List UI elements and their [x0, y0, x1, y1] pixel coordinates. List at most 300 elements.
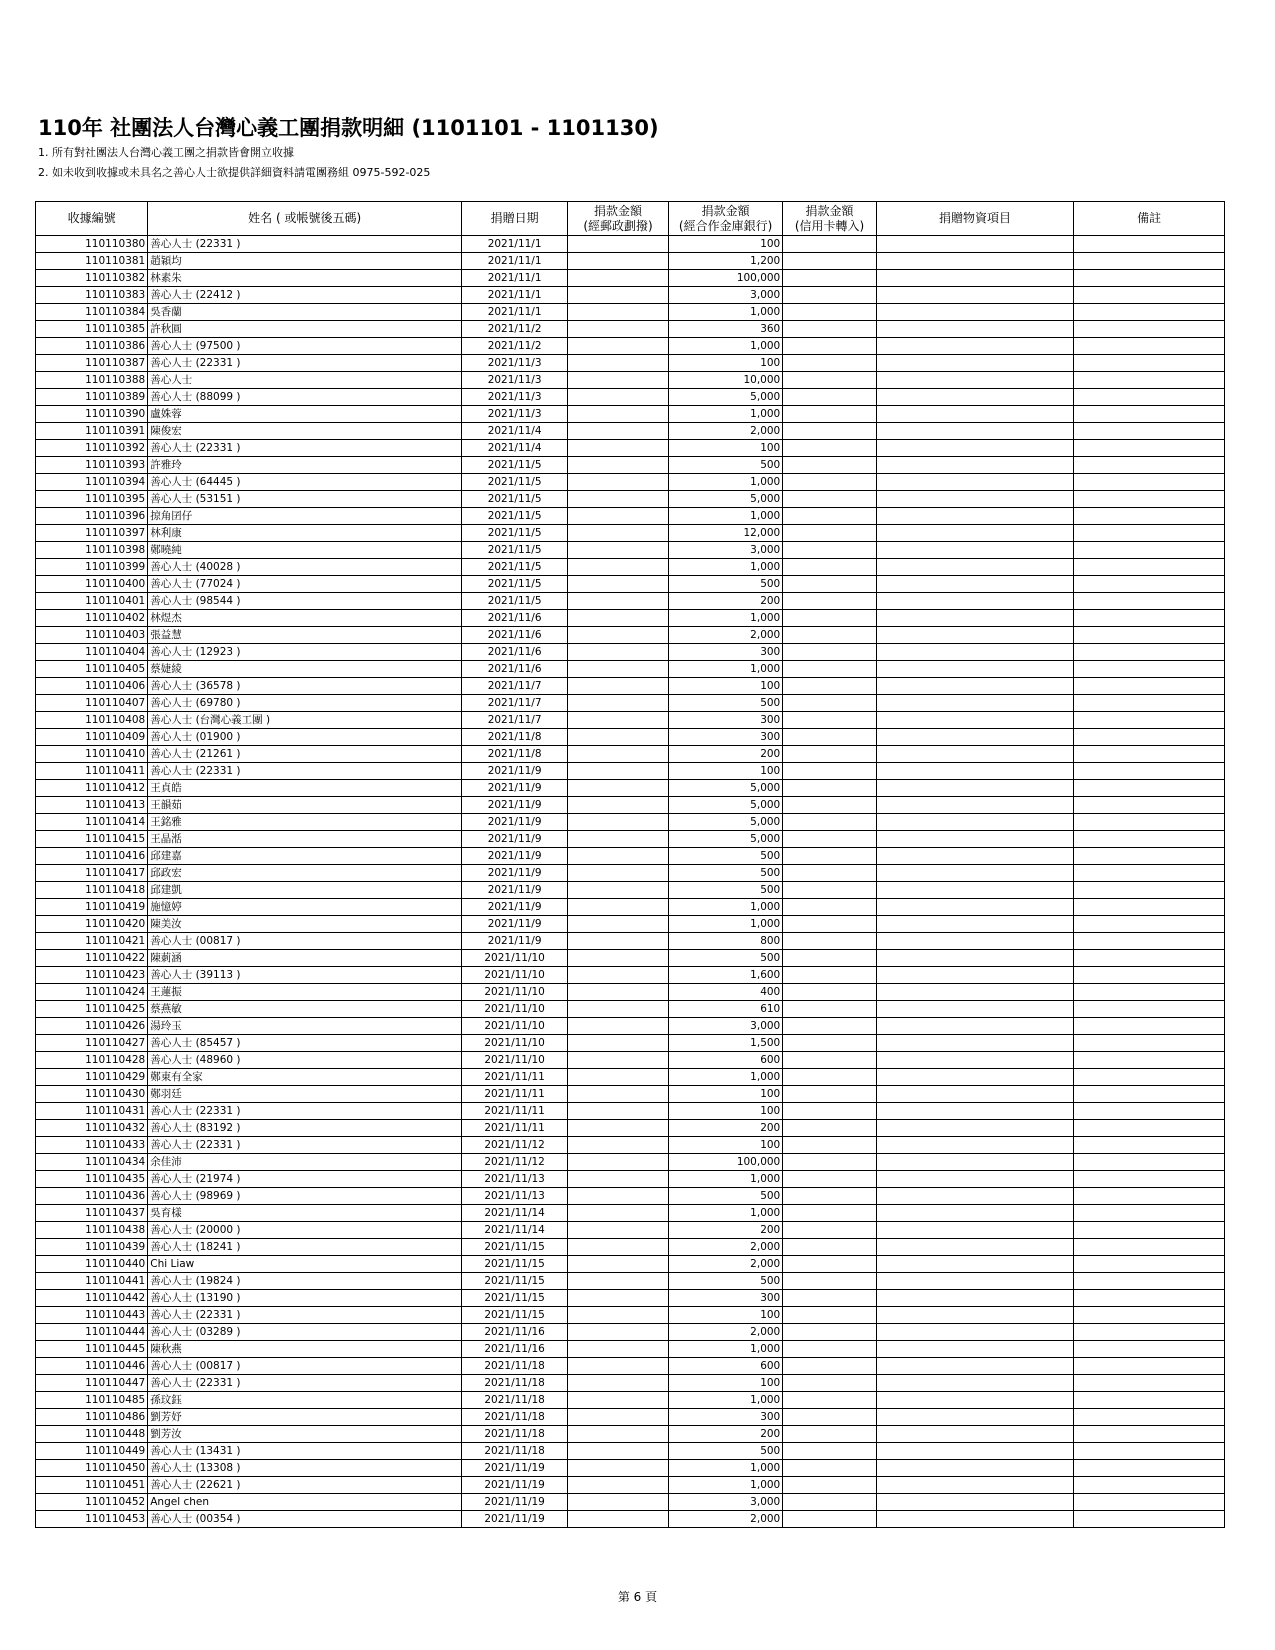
table-row	[36, 984, 1225, 1001]
remark-cell	[1074, 1273, 1225, 1290]
donor-name-cell: 鄭曉純	[148, 542, 462, 559]
amount-postal-cell	[568, 814, 669, 831]
amount-card-cell	[783, 355, 877, 372]
amount-card-cell	[783, 814, 877, 831]
table-row	[36, 1035, 1225, 1052]
header-amount-card: 捐款金額 (信用卡轉入)	[783, 202, 877, 236]
receipt-number-cell: 110110418	[36, 882, 148, 899]
donor-name-cell: 陳莿涵	[148, 950, 462, 967]
remark-cell	[1074, 1392, 1225, 1409]
amount-bank-cell: 2,000	[668, 627, 782, 644]
amount-bank-cell: 300	[668, 712, 782, 729]
goods-cell	[876, 1205, 1073, 1222]
donor-name-cell: 善心人士 (21974 )	[148, 1171, 462, 1188]
donation-date-cell: 2021/11/11	[462, 1086, 568, 1103]
donor-name-cell: 善心人士	[148, 372, 462, 389]
receipt-number-cell: 110110380	[36, 236, 148, 253]
amount-bank-cell: 1,000	[668, 474, 782, 491]
donor-name-cell: 善心人士 (13308 )	[148, 1460, 462, 1477]
table-row	[36, 1307, 1225, 1324]
donor-name-cell: 蔡燕敏	[148, 1001, 462, 1018]
goods-cell	[876, 304, 1073, 321]
donation-date-cell: 2021/11/18	[462, 1443, 568, 1460]
table-row	[36, 1001, 1225, 1018]
receipt-number-cell: 110110415	[36, 831, 148, 848]
table-row	[36, 1392, 1225, 1409]
remark-cell	[1074, 1477, 1225, 1494]
donation-date-cell: 2021/11/9	[462, 831, 568, 848]
goods-cell	[876, 967, 1073, 984]
amount-bank-cell: 300	[668, 1409, 782, 1426]
donor-name-cell: 善心人士 (98969 )	[148, 1188, 462, 1205]
remark-cell	[1074, 1494, 1225, 1511]
amount-postal-cell	[568, 355, 669, 372]
donor-name-cell: 善心人士 (22331 )	[148, 1137, 462, 1154]
remark-cell	[1074, 1069, 1225, 1086]
remark-cell	[1074, 899, 1225, 916]
table-row	[36, 1273, 1225, 1290]
donor-name-cell: 善心人士 (13431 )	[148, 1443, 462, 1460]
table-row	[36, 1460, 1225, 1477]
remark-cell	[1074, 729, 1225, 746]
table-row	[36, 1358, 1225, 1375]
amount-bank-cell: 1,000	[668, 1069, 782, 1086]
header-receipt: 收據編號	[36, 202, 148, 236]
donation-date-cell: 2021/11/2	[462, 321, 568, 338]
amount-card-cell	[783, 899, 877, 916]
donor-name-cell: 趙穎均	[148, 253, 462, 270]
amount-bank-cell: 1,000	[668, 661, 782, 678]
donation-date-cell: 2021/11/6	[462, 627, 568, 644]
amount-postal-cell	[568, 287, 669, 304]
donation-date-cell: 2021/11/11	[462, 1069, 568, 1086]
donation-date-cell: 2021/11/19	[462, 1494, 568, 1511]
receipt-number-cell: 110110453	[36, 1511, 148, 1528]
donation-date-cell: 2021/11/7	[462, 695, 568, 712]
amount-card-cell	[783, 236, 877, 253]
amount-postal-cell	[568, 491, 669, 508]
donor-name-cell: 王銘雅	[148, 814, 462, 831]
table-row	[36, 1154, 1225, 1171]
amount-postal-cell	[568, 916, 669, 933]
table-row	[36, 831, 1225, 848]
amount-card-cell	[783, 729, 877, 746]
donation-date-cell: 2021/11/16	[462, 1324, 568, 1341]
table-row	[36, 865, 1225, 882]
table-row	[36, 1375, 1225, 1392]
donation-date-cell: 2021/11/15	[462, 1256, 568, 1273]
amount-bank-cell: 500	[668, 457, 782, 474]
table-row	[36, 525, 1225, 542]
donation-date-cell: 2021/11/8	[462, 746, 568, 763]
amount-bank-cell: 300	[668, 729, 782, 746]
goods-cell	[876, 865, 1073, 882]
amount-bank-cell: 2,000	[668, 1239, 782, 1256]
table-row	[36, 797, 1225, 814]
donation-date-cell: 2021/11/15	[462, 1290, 568, 1307]
remark-cell	[1074, 661, 1225, 678]
remark-cell	[1074, 474, 1225, 491]
table-row	[36, 627, 1225, 644]
table-row	[36, 1324, 1225, 1341]
remark-cell	[1074, 1137, 1225, 1154]
remark-cell	[1074, 1103, 1225, 1120]
amount-postal-cell	[568, 848, 669, 865]
receipt-number-cell: 110110435	[36, 1171, 148, 1188]
note-receipt: 1. 所有對社團法人台灣心義工團之捐款皆會開立收據	[38, 146, 294, 159]
donation-date-cell: 2021/11/12	[462, 1154, 568, 1171]
amount-postal-cell	[568, 644, 669, 661]
donor-name-cell: Chi Liaw	[148, 1256, 462, 1273]
amount-postal-cell	[568, 882, 669, 899]
receipt-number-cell: 110110404	[36, 644, 148, 661]
receipt-number-cell: 110110450	[36, 1460, 148, 1477]
amount-card-cell	[783, 1222, 877, 1239]
amount-card-cell	[783, 1069, 877, 1086]
amount-postal-cell	[568, 1086, 669, 1103]
donation-date-cell: 2021/11/16	[462, 1341, 568, 1358]
amount-bank-cell: 5,000	[668, 814, 782, 831]
donor-name-cell: 林素朱	[148, 270, 462, 287]
amount-card-cell	[783, 576, 877, 593]
amount-card-cell	[783, 1256, 877, 1273]
goods-cell	[876, 1358, 1073, 1375]
remark-cell	[1074, 1443, 1225, 1460]
remark-cell	[1074, 610, 1225, 627]
donation-date-cell: 2021/11/9	[462, 763, 568, 780]
receipt-number-cell: 110110441	[36, 1273, 148, 1290]
table-row	[36, 1511, 1225, 1528]
amount-bank-cell: 1,000	[668, 916, 782, 933]
donor-name-cell: 許雅玲	[148, 457, 462, 474]
amount-card-cell	[783, 644, 877, 661]
table-row	[36, 1443, 1225, 1460]
goods-cell	[876, 814, 1073, 831]
receipt-number-cell: 110110396	[36, 508, 148, 525]
remark-cell	[1074, 423, 1225, 440]
donation-date-cell: 2021/11/7	[462, 712, 568, 729]
goods-cell	[876, 576, 1073, 593]
donation-date-cell: 2021/11/9	[462, 865, 568, 882]
donation-table	[35, 201, 1225, 1528]
receipt-number-cell: 110110452	[36, 1494, 148, 1511]
goods-cell	[876, 1069, 1073, 1086]
goods-cell	[876, 1018, 1073, 1035]
amount-bank-cell: 3,000	[668, 1494, 782, 1511]
amount-card-cell	[783, 1494, 877, 1511]
amount-postal-cell	[568, 1324, 669, 1341]
table-row	[36, 882, 1225, 899]
receipt-number-cell: 110110384	[36, 304, 148, 321]
remark-cell	[1074, 763, 1225, 780]
donor-name-cell: 善心人士 (22621 )	[148, 1477, 462, 1494]
goods-cell	[876, 729, 1073, 746]
remark-cell	[1074, 593, 1225, 610]
donation-date-cell: 2021/11/18	[462, 1358, 568, 1375]
amount-postal-cell	[568, 1188, 669, 1205]
amount-postal-cell	[568, 236, 669, 253]
donor-name-cell: 善心人士 (85457 )	[148, 1035, 462, 1052]
header-name: 姓名 ( 或帳號後五碼)	[148, 202, 462, 236]
amount-postal-cell	[568, 1511, 669, 1528]
amount-bank-cell: 400	[668, 984, 782, 1001]
receipt-number-cell: 110110398	[36, 542, 148, 559]
donation-date-cell: 2021/11/7	[462, 678, 568, 695]
amount-card-cell	[783, 559, 877, 576]
amount-postal-cell	[568, 1018, 669, 1035]
amount-bank-cell: 1,600	[668, 967, 782, 984]
amount-postal-cell	[568, 780, 669, 797]
donation-date-cell: 2021/11/10	[462, 984, 568, 1001]
amount-bank-cell: 100	[668, 763, 782, 780]
goods-cell	[876, 627, 1073, 644]
table-row	[36, 661, 1225, 678]
amount-card-cell	[783, 610, 877, 627]
goods-cell	[876, 916, 1073, 933]
receipt-number-cell: 110110403	[36, 627, 148, 644]
donor-name-cell: 邱政宏	[148, 865, 462, 882]
donor-name-cell: 善心人士 (03289 )	[148, 1324, 462, 1341]
goods-cell	[876, 1341, 1073, 1358]
amount-postal-cell	[568, 1392, 669, 1409]
goods-cell	[876, 1052, 1073, 1069]
amount-card-cell	[783, 1086, 877, 1103]
goods-cell	[876, 882, 1073, 899]
receipt-number-cell: 110110438	[36, 1222, 148, 1239]
receipt-number-cell: 110110445	[36, 1341, 148, 1358]
table-row	[36, 1205, 1225, 1222]
goods-cell	[876, 644, 1073, 661]
amount-postal-cell	[568, 1477, 669, 1494]
amount-card-cell	[783, 1324, 877, 1341]
donation-date-cell: 2021/11/9	[462, 899, 568, 916]
receipt-number-cell: 110110399	[36, 559, 148, 576]
amount-postal-cell	[568, 950, 669, 967]
donor-name-cell: 善心人士 (20000 )	[148, 1222, 462, 1239]
donor-name-cell: 劉芳汝	[148, 1426, 462, 1443]
amount-bank-cell: 600	[668, 1052, 782, 1069]
amount-bank-cell: 1,000	[668, 1205, 782, 1222]
table-row	[36, 576, 1225, 593]
receipt-number-cell: 110110410	[36, 746, 148, 763]
donation-date-cell: 2021/11/5	[462, 559, 568, 576]
goods-cell	[876, 610, 1073, 627]
receipt-number-cell: 110110397	[36, 525, 148, 542]
donor-name-cell: 邱建凱	[148, 882, 462, 899]
receipt-number-cell: 110110388	[36, 372, 148, 389]
receipt-number-cell: 110110449	[36, 1443, 148, 1460]
amount-bank-cell: 100	[668, 236, 782, 253]
amount-postal-cell	[568, 1120, 669, 1137]
donor-name-cell: Angel chen	[148, 1494, 462, 1511]
donor-name-cell: 善心人士 (22331 )	[148, 763, 462, 780]
amount-card-cell	[783, 882, 877, 899]
remark-cell	[1074, 933, 1225, 950]
amount-bank-cell: 1,000	[668, 1460, 782, 1477]
remark-cell	[1074, 440, 1225, 457]
table-row	[36, 389, 1225, 406]
remark-cell	[1074, 321, 1225, 338]
receipt-number-cell: 110110406	[36, 678, 148, 695]
amount-bank-cell: 1,500	[668, 1035, 782, 1052]
remark-cell	[1074, 916, 1225, 933]
amount-card-cell	[783, 1137, 877, 1154]
table-row	[36, 1222, 1225, 1239]
table-row	[36, 644, 1225, 661]
table-row	[36, 423, 1225, 440]
donor-name-cell: 王貞皓	[148, 780, 462, 797]
receipt-number-cell: 110110425	[36, 1001, 148, 1018]
donation-date-cell: 2021/11/9	[462, 814, 568, 831]
receipt-number-cell: 110110381	[36, 253, 148, 270]
receipt-number-cell: 110110389	[36, 389, 148, 406]
receipt-number-cell: 110110417	[36, 865, 148, 882]
table-row	[36, 610, 1225, 627]
goods-cell	[876, 1460, 1073, 1477]
donor-name-cell: 湯玲玉	[148, 1018, 462, 1035]
donation-date-cell: 2021/11/11	[462, 1103, 568, 1120]
remark-cell	[1074, 712, 1225, 729]
amount-card-cell	[783, 1001, 877, 1018]
amount-bank-cell: 200	[668, 1426, 782, 1443]
remark-cell	[1074, 1018, 1225, 1035]
donation-date-cell: 2021/11/14	[462, 1222, 568, 1239]
goods-cell	[876, 1273, 1073, 1290]
donation-date-cell: 2021/11/10	[462, 1035, 568, 1052]
remark-cell	[1074, 1222, 1225, 1239]
donation-date-cell: 2021/11/15	[462, 1307, 568, 1324]
receipt-number-cell: 110110444	[36, 1324, 148, 1341]
amount-postal-cell	[568, 933, 669, 950]
goods-cell	[876, 1222, 1073, 1239]
amount-postal-cell	[568, 1460, 669, 1477]
donation-date-cell: 2021/11/19	[462, 1511, 568, 1528]
donation-date-cell: 2021/11/10	[462, 967, 568, 984]
remark-cell	[1074, 865, 1225, 882]
goods-cell	[876, 1443, 1073, 1460]
amount-postal-cell	[568, 661, 669, 678]
goods-cell	[876, 1324, 1073, 1341]
amount-card-cell	[783, 1290, 877, 1307]
remark-cell	[1074, 1324, 1225, 1341]
donation-date-cell: 2021/11/1	[462, 253, 568, 270]
amount-card-cell	[783, 593, 877, 610]
amount-card-cell	[783, 389, 877, 406]
donor-name-cell: 施憶婷	[148, 899, 462, 916]
remark-cell	[1074, 372, 1225, 389]
donation-date-cell: 2021/11/13	[462, 1188, 568, 1205]
table-row	[36, 746, 1225, 763]
amount-bank-cell: 300	[668, 1290, 782, 1307]
amount-card-cell	[783, 1409, 877, 1426]
receipt-number-cell: 110110383	[36, 287, 148, 304]
donation-date-cell: 2021/11/1	[462, 304, 568, 321]
amount-card-cell	[783, 984, 877, 1001]
amount-card-cell	[783, 967, 877, 984]
goods-cell	[876, 1154, 1073, 1171]
table-row	[36, 287, 1225, 304]
header-amount-bank: 捐款金額 (經合作金庫銀行)	[668, 202, 782, 236]
amount-bank-cell: 500	[668, 1188, 782, 1205]
goods-cell	[876, 525, 1073, 542]
goods-cell	[876, 712, 1073, 729]
receipt-number-cell: 110110421	[36, 933, 148, 950]
amount-postal-cell	[568, 525, 669, 542]
amount-postal-cell	[568, 576, 669, 593]
amount-postal-cell	[568, 678, 669, 695]
amount-bank-cell: 1,000	[668, 899, 782, 916]
goods-cell	[876, 542, 1073, 559]
amount-postal-cell	[568, 1341, 669, 1358]
amount-postal-cell	[568, 457, 669, 474]
amount-bank-cell: 1,200	[668, 253, 782, 270]
donation-date-cell: 2021/11/14	[462, 1205, 568, 1222]
goods-cell	[876, 780, 1073, 797]
receipt-number-cell: 110110430	[36, 1086, 148, 1103]
receipt-number-cell: 110110405	[36, 661, 148, 678]
donation-date-cell: 2021/11/5	[462, 542, 568, 559]
remark-cell	[1074, 967, 1225, 984]
receipt-number-cell: 110110429	[36, 1069, 148, 1086]
donor-name-cell: 善心人士 (00817 )	[148, 1358, 462, 1375]
amount-bank-cell: 3,000	[668, 542, 782, 559]
table-row	[36, 729, 1225, 746]
amount-postal-cell	[568, 593, 669, 610]
donor-name-cell: 善心人士 (22412 )	[148, 287, 462, 304]
amount-postal-cell	[568, 372, 669, 389]
donation-date-cell: 2021/11/5	[462, 593, 568, 610]
amount-card-cell	[783, 865, 877, 882]
table-row	[36, 1188, 1225, 1205]
donor-name-cell: 陳美汝	[148, 916, 462, 933]
goods-cell	[876, 406, 1073, 423]
amount-bank-cell: 5,000	[668, 831, 782, 848]
amount-postal-cell	[568, 406, 669, 423]
receipt-number-cell: 110110436	[36, 1188, 148, 1205]
amount-postal-cell	[568, 797, 669, 814]
goods-cell	[876, 984, 1073, 1001]
donor-name-cell: 余佳沛	[148, 1154, 462, 1171]
table-row	[36, 236, 1225, 253]
donation-date-cell: 2021/11/9	[462, 848, 568, 865]
amount-card-cell	[783, 525, 877, 542]
donor-name-cell: 善心人士 (88099 )	[148, 389, 462, 406]
amount-bank-cell: 5,000	[668, 389, 782, 406]
receipt-number-cell: 110110385	[36, 321, 148, 338]
goods-cell	[876, 1392, 1073, 1409]
receipt-number-cell: 110110390	[36, 406, 148, 423]
amount-postal-cell	[568, 712, 669, 729]
table-row	[36, 508, 1225, 525]
amount-card-cell	[783, 712, 877, 729]
receipt-number-cell: 110110412	[36, 780, 148, 797]
table-row	[36, 1239, 1225, 1256]
amount-postal-cell	[568, 1358, 669, 1375]
table-row	[36, 372, 1225, 389]
donation-date-cell: 2021/11/1	[462, 270, 568, 287]
donor-name-cell: 吳香蘭	[148, 304, 462, 321]
amount-bank-cell: 500	[668, 695, 782, 712]
donor-name-cell: 陳俊宏	[148, 423, 462, 440]
table-row	[36, 848, 1225, 865]
remark-cell	[1074, 1375, 1225, 1392]
donation-date-cell: 2021/11/6	[462, 610, 568, 627]
goods-cell	[876, 236, 1073, 253]
amount-bank-cell: 1,000	[668, 1477, 782, 1494]
amount-postal-cell	[568, 1103, 669, 1120]
remark-cell	[1074, 984, 1225, 1001]
amount-postal-cell	[568, 1171, 669, 1188]
